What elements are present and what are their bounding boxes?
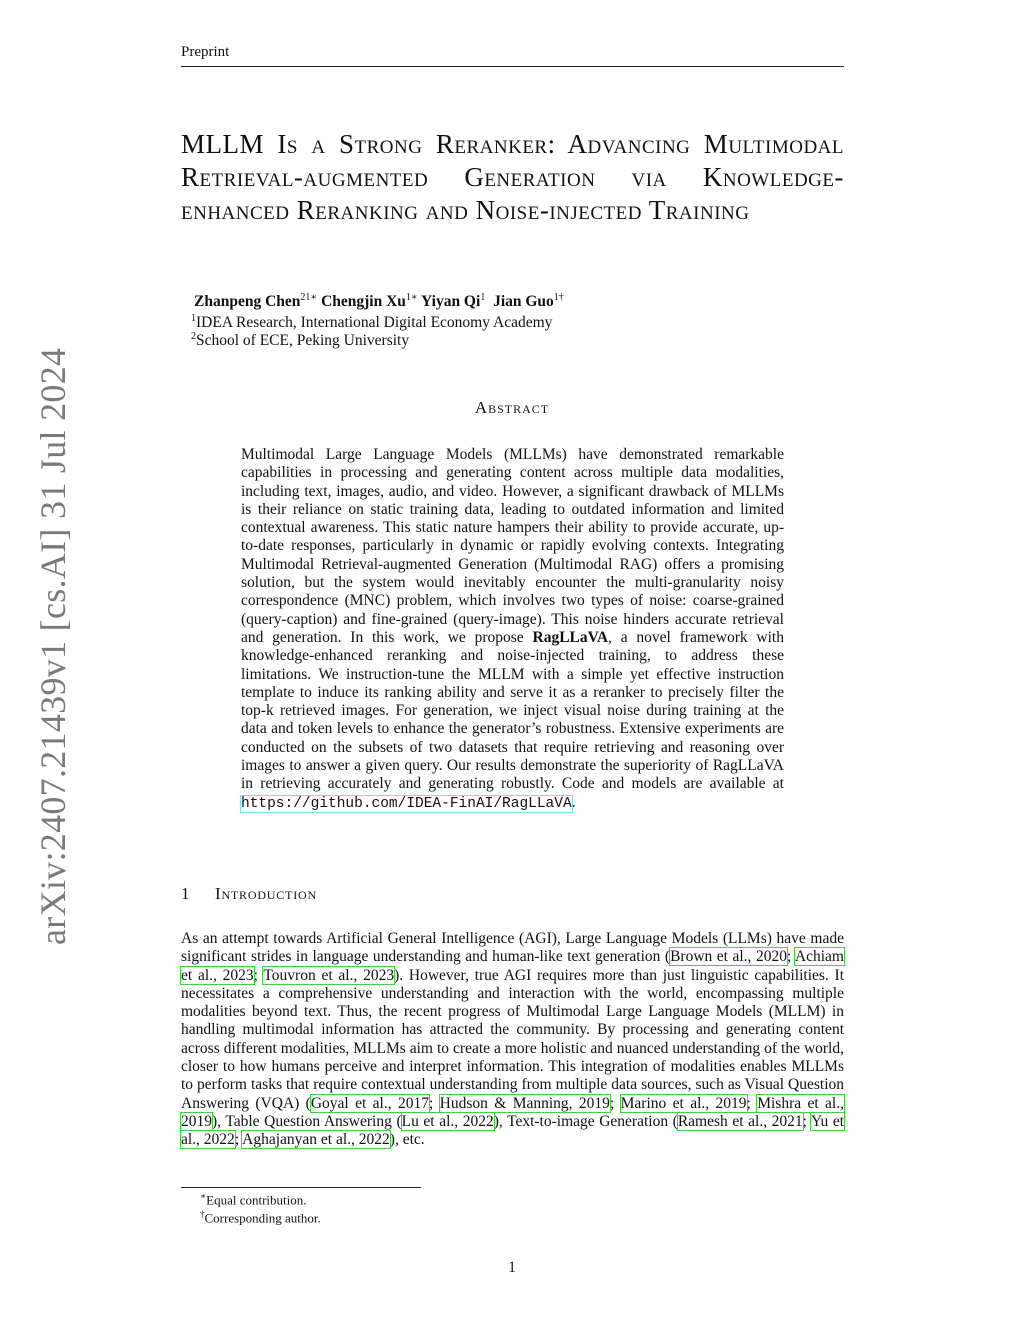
affiliation-mark: 1 — [191, 313, 196, 324]
author-list — [194, 292, 564, 311]
abstract-body — [241, 446, 784, 813]
affiliation-mark: 2 — [191, 331, 196, 342]
citation-link[interactable]: Marino et al., 2019 — [620, 1094, 747, 1112]
code-repository-link[interactable]: https://github.com/IDEA-FinAI/RagLLaVA — [241, 795, 572, 812]
section-heading-introduction — [181, 884, 317, 904]
author-name: Jian Guo — [493, 293, 554, 311]
page-number: 1 — [508, 1259, 516, 1276]
citation-link[interactable]: Touvron et al., 2023 — [263, 966, 395, 984]
abstract-text: , a novel framework with knowledge-enhanced reranking and noise-injected training, to address these limitations. We instruction-tune the MLLM with a simple yet effective instruction template to induce its ranking ability and serve it as a reranker to precisely filter the top-k retrieved images. For generation, we inject visual noise during training at the data and token levels to enhance the generator’s robustness. Extensive experiments are conducted on the subsets of two datasets that require retrieving and reasoning over images to answer a given query. Our results demonstrate the superiority of RagLLaVA in retrieving accurately and generating robustly. Code and models are available at — [241, 628, 784, 793]
footnote — [200, 1191, 307, 1208]
author-marks: 21∗ — [300, 292, 318, 303]
citation-separator: ; — [746, 1094, 758, 1112]
citation-link[interactable]: Hudson & Manning, 2019 — [439, 1094, 610, 1112]
citation-separator: ; — [234, 1131, 243, 1149]
author-marks: 1 — [480, 292, 486, 303]
citation-link[interactable]: Brown et al., 2020 — [670, 948, 787, 966]
body-text: ), Table Question Answering ( — [212, 1112, 402, 1130]
citation-link[interactable]: Ramesh et al., 2021 — [677, 1112, 803, 1130]
paper-title: MLLM Is a Strong Reranker: Advancing Multimodal Retrieval-augmented Generation via Knowledge-enhanced Reranking and Noise-injected Training — [181, 129, 844, 225]
author-name: Chengjin Xu — [321, 293, 406, 311]
body-text: ), etc. — [389, 1131, 425, 1149]
author-name: Zhanpeng Chen — [194, 293, 301, 311]
author-name: Yiyan Qi — [421, 293, 481, 311]
footnote-mark: ∗ — [200, 1191, 207, 1201]
citation-link[interactable]: Aghajanyan et al., 2022 — [242, 1131, 390, 1149]
affiliation — [191, 331, 409, 350]
citation-separator: ; — [609, 1094, 621, 1112]
abstract-text: . — [571, 793, 576, 811]
footnote-mark: † — [200, 1209, 205, 1219]
section-title: Introduction — [215, 884, 317, 903]
footnote-rule — [181, 1187, 421, 1188]
affiliation — [191, 313, 552, 332]
affiliation-text: School of ECE, Peking University — [196, 332, 410, 350]
citation-link[interactable]: Goyal et al., 2017 — [310, 1094, 429, 1112]
abstract-text: Multimodal Large Language Models (MLLMs) have demonstrated remarkable capabilities in processing and generating content across multiple data modalities, including text, images, audio, and video. However, a significant drawback of MLLMs is their reliance on static training data, leading to outdated information and limited contextual awareness. This static nature hampers their ability to provide accurate, up-to-date responses, particularly in dynamic or rapidly evolving contexts. Integrating Multimodal Retrieval-augmented Generation (Multimodal RAG) offers a promising solution, but the system would inevitably encounter the multi-granularity noisy correspondence (MNC) problem, which involves two types of noise: coarse-grained (query-caption) and fine-grained (query-image). This noise hinders accurate retrieval and generation. In this work, we propose — [241, 446, 784, 646]
footnote-text: Corresponding author. — [204, 1210, 321, 1226]
introduction-paragraph — [181, 930, 844, 1150]
citation-link[interactable]: Lu et al., 2022 — [401, 1112, 494, 1130]
footnote-text: Equal contribution. — [206, 1192, 307, 1208]
citation-link[interactable]: Achiam et al., 2023 — [181, 948, 844, 984]
author-marks: 1∗ — [405, 292, 418, 303]
citation-link[interactable]: Mishra et al., 2019 — [181, 1094, 844, 1130]
citation-separator: ; — [786, 948, 795, 966]
arxiv-identifier-stamp: arXiv:2407.21439v1 [cs.AI] 31 Jul 2024 — [33, 347, 73, 945]
section-number: 1 — [181, 884, 191, 903]
citation-separator: ; — [428, 1094, 440, 1112]
author-marks: 1† — [553, 292, 564, 303]
footnote — [200, 1209, 321, 1226]
body-text: ). However, true AGI requires more than just linguistic capabilities. It necessitates a comprehensive understanding and interaction with the world, encompassing multiple modalities beyond text. Thus, the recent progress of Multimodal Large Language Models (MLLM) in handling multimodal information has attracted the community. By processing and generating content across different modalities, MLLMs aim to create a more holistic and nuanced understanding of the world, closer to how humans perceive and interpret information. This integration of modalities enables MLLMs to perform tasks that require contextual understanding from multiple data sources, such as Visual Question Answering (VQA) ( — [181, 966, 845, 1112]
header-rule — [181, 66, 844, 67]
citation-separator: ; — [253, 966, 264, 984]
abstract-heading: Abstract — [474, 398, 550, 417]
body-text: As an attempt towards Artificial General Intelligence (AGI), Large Language Models (LLMs) have made significant strides in language understanding and human-like text generation ( — [181, 930, 844, 966]
citation-separator: ; — [802, 1112, 811, 1130]
affiliation-text: IDEA Research, International Digital Economy Academy — [196, 314, 553, 332]
citation-link[interactable]: Yu et al., 2022 — [181, 1112, 845, 1149]
body-text: ), Text-to-image Generation ( — [493, 1112, 678, 1130]
model-name: RagLLaVA — [532, 628, 609, 646]
running-header: Preprint — [181, 44, 230, 60]
